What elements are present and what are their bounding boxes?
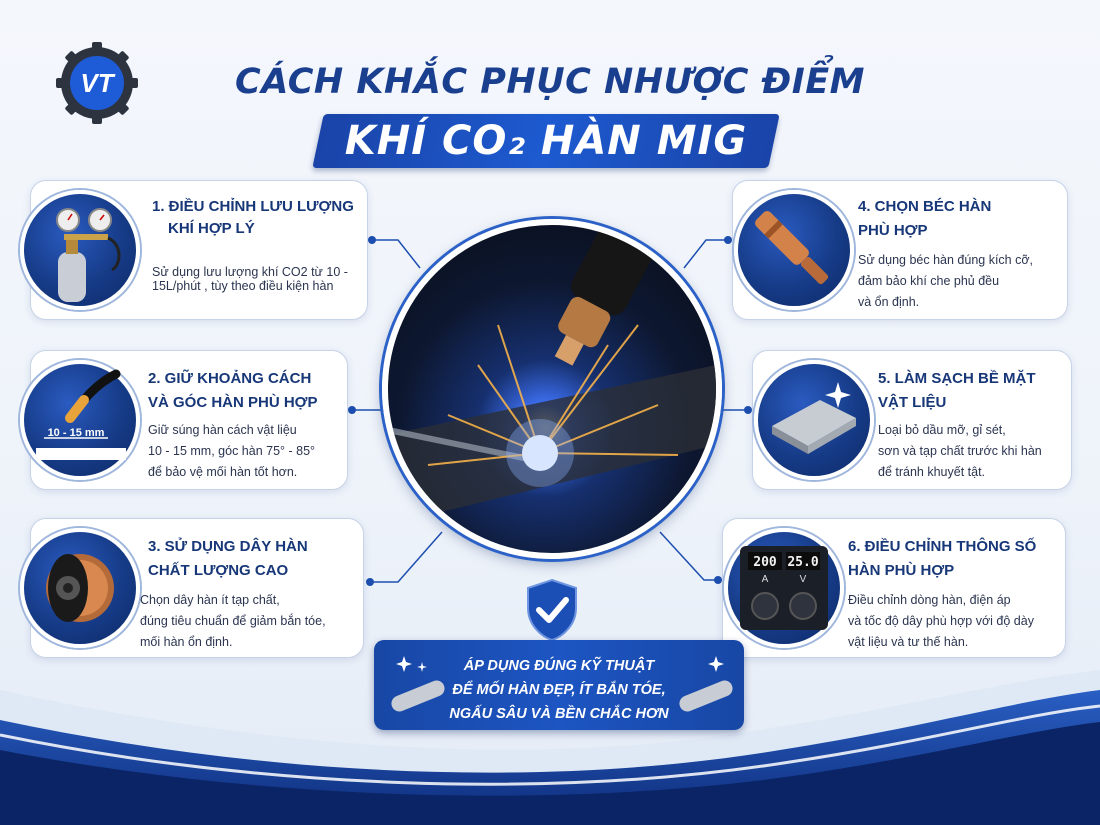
card-3-title-2: CHẤT LƯỢNG CAO	[148, 562, 289, 579]
banner-line-3: NGẤU SÂU VÀ BỀN CHẮC HƠN	[449, 706, 669, 722]
shield-check-icon	[524, 578, 580, 642]
card-2-desc-3: để bảo vệ mối hàn tốt hơn.	[148, 465, 298, 479]
card-6-title-2: HÀN PHÙ HỢP	[848, 562, 955, 579]
card-1-title-1: 1. ĐIỀU CHỈNH LƯU LƯỢNG	[152, 198, 354, 215]
card-5-title-1: 5. LÀM SẠCH BỀ MẶT	[878, 370, 1036, 387]
mig-welding-torch-icon	[382, 219, 722, 559]
amp-display: 200	[753, 555, 777, 570]
card-4-title-1: 4. CHỌN BÉC HÀN	[858, 198, 992, 215]
card-4-title-2: PHÙ HỢP	[858, 222, 928, 239]
card-6-desc-2: và tốc độ dây phù hợp với độ dày	[848, 614, 1034, 628]
card-2-desc-1: Giữ súng hàn cách vật liệu	[148, 423, 297, 437]
card-4-desc-3: và ổn định.	[858, 295, 920, 309]
card-3-desc-2: đúng tiêu chuẩn để giảm bắn tóe,	[140, 614, 326, 628]
card-2-title-1: 2. GIỮ KHOẢNG CÁCH	[148, 370, 312, 387]
card-5-desc-3: để tránh khuyết tật.	[878, 465, 986, 479]
card-6-desc-1: Điều chỉnh dòng hàn, điện áp	[848, 593, 1011, 607]
card-5-desc-2: sơn và tạp chất trước khi hàn	[878, 444, 1042, 458]
card-5-desc-1: Loại bỏ dầu mỡ, gỉ sét,	[878, 423, 1006, 437]
volt-display: 25.0	[787, 555, 819, 570]
distance-label: 10 - 15 mm	[47, 427, 105, 439]
card-6-title-1: 6. ĐIỀU CHỈNH THÔNG SỐ	[848, 538, 1037, 555]
card-5-title-2: VẬT LIỆU	[878, 394, 947, 411]
card-1-desc-1: Sử dụng lưu lượng khí CO2 từ 10 -	[152, 265, 348, 279]
card-1-desc-2: 15L/phút , tùy theo điều kiện hàn	[152, 279, 334, 293]
welder-panel-icon	[724, 528, 844, 648]
banner-line-1: ÁP DỤNG ĐÚNG KỸ THUẬT	[463, 658, 655, 674]
card-3-desc-3: mối hàn ổn định.	[140, 635, 233, 649]
volt-unit: V	[799, 574, 807, 585]
card-4-desc-2: đảm bảo khí che phủ đều	[858, 274, 1000, 288]
card-3-desc-1: Chọn dây hàn ít tạp chất,	[140, 593, 280, 607]
amp-unit: A	[761, 574, 769, 585]
card-2-desc-2: 10 - 15 mm, góc hàn 75° - 85°	[148, 444, 316, 458]
banner-line-2: ĐỂ MỐI HÀN ĐẸP, ÍT BẮN TÓE,	[452, 682, 666, 698]
page-title-line-2: KHÍ CO₂ HÀN MIG	[344, 118, 748, 164]
page-title-line-1: CÁCH KHẮC PHỤC NHƯỢC ĐIỂM	[235, 62, 865, 102]
metal-plate-icon	[754, 360, 874, 480]
welding-gun-icon	[20, 360, 140, 480]
card-4-desc-1: Sử dụng béc hàn đúng kích cỡ,	[858, 253, 1034, 267]
card-6-desc-3: vật liệu và tư thế hàn.	[848, 635, 969, 649]
card-1-title-2: KHÍ HỢP LÝ	[168, 220, 255, 237]
card-3-title-1: 3. SỬ DỤNG DÂY HÀN	[148, 538, 308, 555]
logo-text: VT	[80, 68, 114, 98]
wire-spool-icon	[20, 528, 140, 648]
card-2-title-2: VÀ GÓC HÀN PHÙ HỢP	[148, 394, 318, 411]
contact-tip-icon	[734, 190, 854, 310]
gas-cylinder-icon	[20, 190, 140, 310]
